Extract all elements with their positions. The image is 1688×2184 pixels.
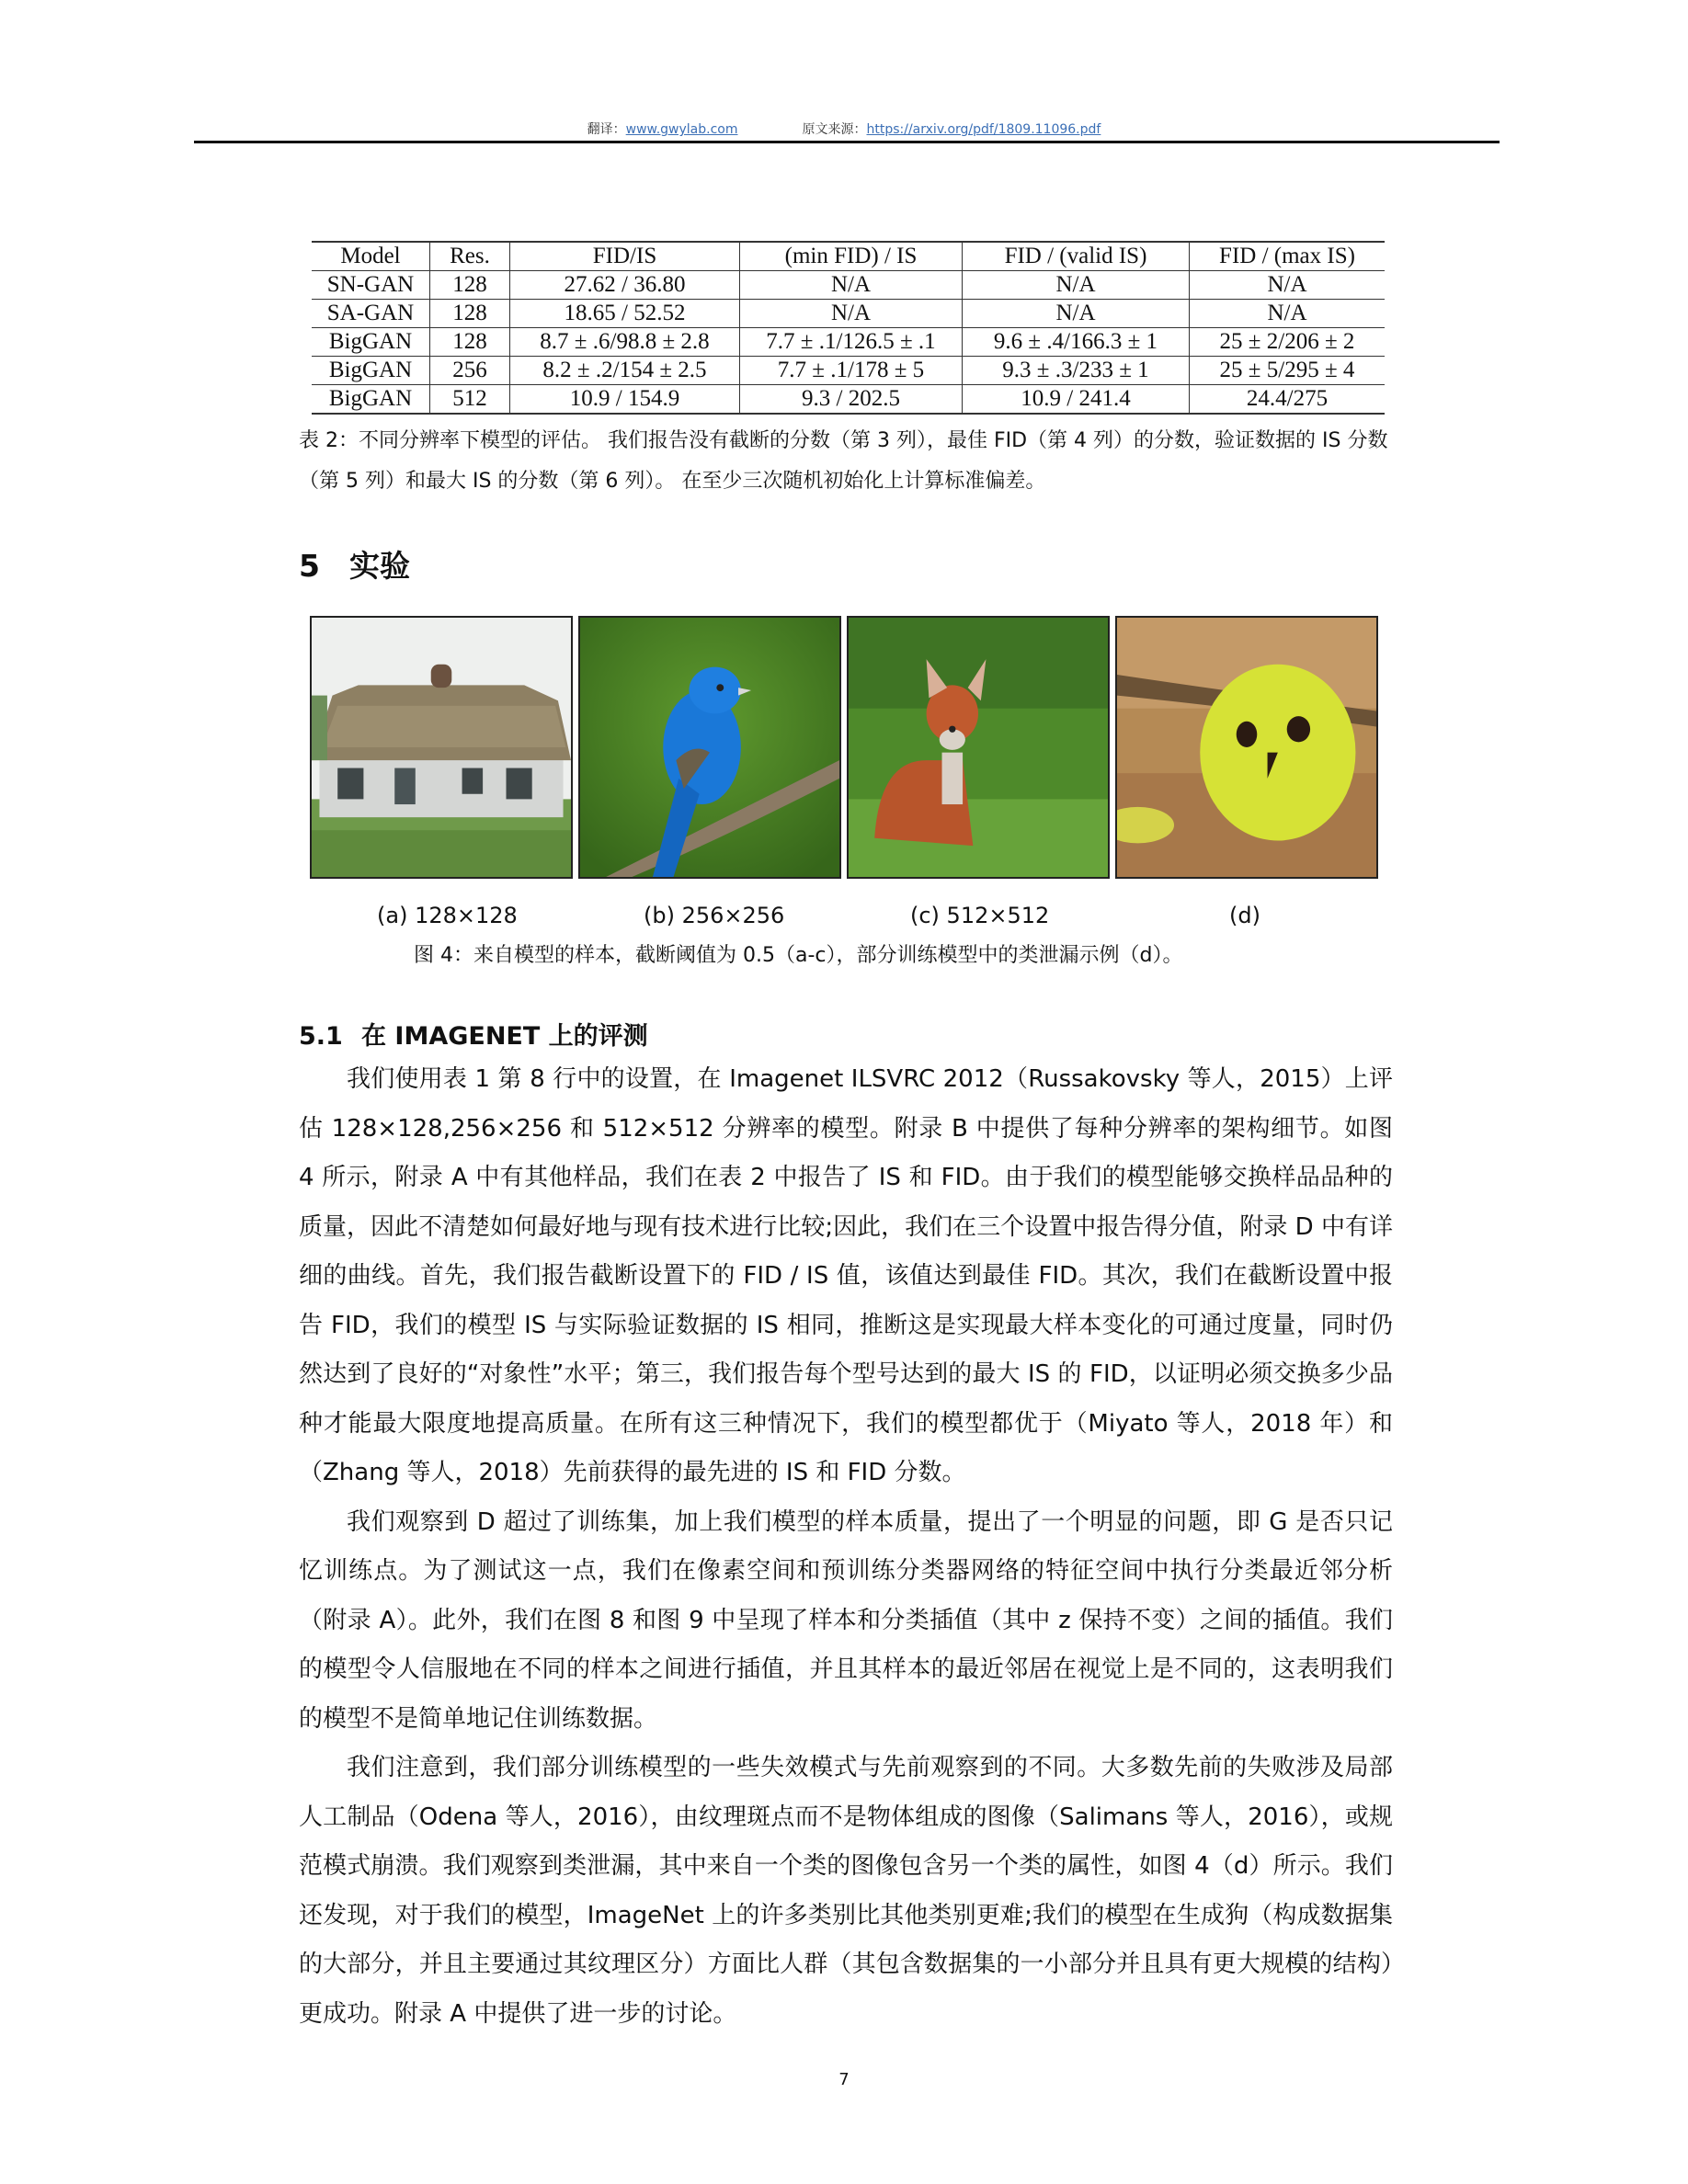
translate-label: 翻译：	[587, 122, 626, 137]
table-cell: 25 ± 2/206 ± 2	[1190, 328, 1386, 357]
table-cell: BigGAN	[312, 328, 430, 357]
table-row	[312, 357, 1385, 385]
table-cell: 8.7 ± .6/98.8 ± 2.8	[510, 328, 740, 357]
table-row	[312, 328, 1385, 357]
body-text	[299, 1055, 1393, 2039]
table-cell: SA-GAN	[312, 300, 430, 328]
sample-image-fox	[847, 616, 1110, 879]
page-number: 7	[838, 2070, 850, 2089]
table-cell: 25 ± 5/295 ± 4	[1190, 357, 1386, 385]
table-cell: N/A	[963, 271, 1190, 300]
table-caption: 表 2：不同分辨率下模型的评估。 我们报告没有截断的分数（第 3 列），最佳 FID（第 4 列）的分数，验证数据的 IS 分数（第 5 列）和最大 IS 的分数（第 6 列）。 在至少三次随机初始化上计算标准偏差。	[299, 429, 1388, 493]
table-cell: 18.65 / 52.52	[510, 300, 740, 328]
table-cell: SN-GAN	[312, 271, 430, 300]
table-cell: 128	[430, 300, 510, 328]
figure-caption: 图 4：来自模型的样本，截断阈值为 0.5（a-c），部分训练模型中的类泄漏示例（d）。	[414, 944, 1183, 967]
sample-image-bird	[578, 616, 841, 879]
table-cell: BigGAN	[312, 357, 430, 385]
table-cell: BigGAN	[312, 385, 430, 415]
table-cell: N/A	[740, 271, 963, 300]
figure-4	[310, 616, 1378, 882]
source-label: 原文来源：	[802, 122, 867, 137]
sample-image-tennis-ball-dog	[1115, 616, 1378, 879]
subsection-title: 在 IMAGENET 上的评测	[361, 1022, 648, 1051]
table-cell: 512	[430, 385, 510, 415]
table-cell: 128	[430, 328, 510, 357]
table-cell: 27.62 / 36.80	[510, 271, 740, 300]
subfigure-label: (a) 128×128	[377, 903, 518, 928]
table-cell: 9.3 ± .3/233 ± 1	[963, 357, 1190, 385]
table-cell: N/A	[1190, 271, 1386, 300]
paragraph: 我们注意到，我们部分训练模型的一些失效模式与先前观察到的不同。大多数先前的失败涉及局部人工制品（Odena 等人，2016），由纹理斑点而不是物体组成的图像（Salimans 等人，2016），或规范模式崩溃。我们观察到类泄漏，其中来自一个类的图像包含另一个类的属性，如图 4（d）所示。我们还发现，对于我们的模型，ImageNet 上的许多类别比其他类别更难;我们的模型在生成狗（构成数据集的大部分，并且主要通过其纹理区分）方面比人群（其包含数据集的一小部分并且具有更大规模的结构）更成功。附录 A 中提供了进一步的讨论。	[299, 1754, 1393, 2028]
table-cell: N/A	[740, 300, 963, 328]
table-header: Model	[312, 242, 430, 271]
table-header: (min FID) / IS	[740, 242, 963, 271]
table-header: FID/IS	[510, 242, 740, 271]
subsection-number: 5.1	[299, 1022, 343, 1051]
table-header: FID / (max IS)	[1190, 242, 1386, 271]
section-number: 5	[299, 548, 320, 584]
table-cell: 128	[430, 271, 510, 300]
page-header	[0, 119, 1688, 138]
table-header-row	[312, 242, 1385, 271]
table-row	[312, 385, 1385, 415]
table-cell: 9.3 / 202.5	[740, 385, 963, 415]
table-cell: 7.7 ± .1/126.5 ± .1	[740, 328, 963, 357]
subfigure-label: (c) 512×512	[910, 903, 1050, 928]
subfigure-label: (d)	[1229, 903, 1260, 928]
paragraph: 我们观察到 D 超过了训练集，加上我们模型的样本质量，提出了一个明显的问题，即 G 是否只记忆训练点。为了测试这一点，我们在像素空间和预训练分类器网络的特征空间中执行分类最近邻分析（附录 A）。此外，我们在图 8 和图 9 中呈现了样本和分类插值（其中 z 保持不变）之间的插值。我们的模型令人信服地在不同的样本之间进行插值，并且其样本的最近邻居在视觉上是不同的，这表明我们的模型不是简单地记住训练数据。	[299, 1507, 1393, 1733]
table-cell: 7.7 ± .1/178 ± 5	[740, 357, 963, 385]
table-cell: 10.9 / 154.9	[510, 385, 740, 415]
section-heading	[299, 542, 410, 586]
results-table	[312, 241, 1385, 415]
sample-image-cottage	[310, 616, 573, 879]
subsection-heading	[299, 1016, 648, 1052]
translate-link[interactable]: www.gwylab.com	[625, 122, 738, 137]
table-header: Res.	[430, 242, 510, 271]
header-divider	[194, 141, 1500, 143]
table-row	[312, 271, 1385, 300]
table-header: FID / (valid IS)	[963, 242, 1190, 271]
table-cell: N/A	[1190, 300, 1386, 328]
table-cell: 256	[430, 357, 510, 385]
table-cell: 9.6 ± .4/166.3 ± 1	[963, 328, 1190, 357]
table-cell: 24.4/275	[1190, 385, 1386, 415]
table-cell: 8.2 ± .2/154 ± 2.5	[510, 357, 740, 385]
source-link[interactable]: https://arxiv.org/pdf/1809.11096.pdf	[866, 122, 1101, 137]
table-cell: 10.9 / 241.4	[963, 385, 1190, 415]
subfigure-label: (b) 256×256	[644, 903, 785, 928]
table-row	[312, 300, 1385, 328]
paragraph: 我们使用表 1 第 8 行中的设置，在 Imagenet ILSVRC 2012（Russakovsky 等人，2015）上评估 128×128,256×256 和 512×512 分辨率的模型。附录 B 中提供了每种分辨率的架构细节。如图 4 所示，附录 A 中有其他样品，我们在表 2 中报告了 IS 和 FID。由于我们的模型能够交换样品品种的质量，因此不清楚如何最好地与现有技术进行比较;因此，我们在三个设置中报告得分值，附录 D 中有详细的曲线。首先，我们报告截断设置下的 FID / IS 值，该值达到最佳 FID。其次，我们在截断设置中报告 FID，我们的模型 IS 与实际验证数据的 IS 相同，推断这是实现最大样本变化的可通过度量，同时仍然达到了良好的“对象性”水平；第三，我们报告每个型号达到的最大 IS 的 FID，以证明必须交换多少品种才能最大限度地提高质量。在所有这三种情况下，我们的模型都优于（Miyato 等人，2018 年）和（Zhang 等人，2018）先前获得的最先进的 IS 和 FID 分数。	[299, 1065, 1393, 1486]
section-title: 实验	[349, 548, 410, 584]
table-cell: N/A	[963, 300, 1190, 328]
